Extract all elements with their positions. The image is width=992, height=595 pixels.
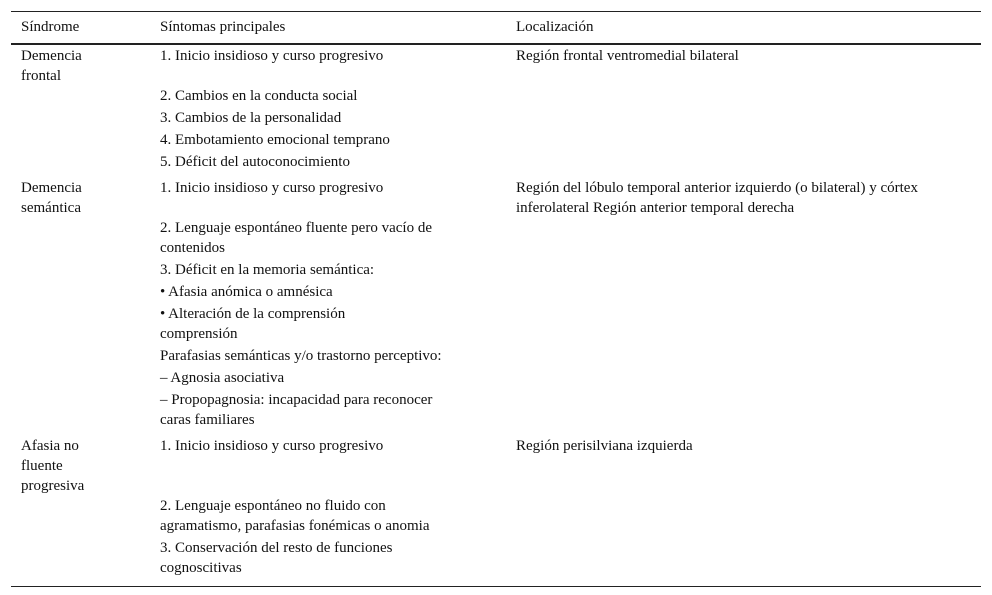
table-bottom-rule [11, 586, 981, 587]
symptoms-cell [160, 178, 460, 432]
syndrome-cell: Demencia semántica [21, 180, 82, 216]
table-row [11, 177, 981, 435]
syndromes-table [11, 11, 981, 587]
symptom-line: • Alteración de la comprensión comprensión [160, 306, 346, 342]
location-cell: Región del lóbulo temporal anterior izquierdo (o bilateral) y córtex inferolateral Región anterior temporal derecha [516, 180, 918, 216]
symptom-line: 5. Déficit del autoconocimiento [160, 154, 350, 170]
symptom-line: 1. Inicio insidioso y curso progresivo [160, 180, 384, 196]
symptom-line: 4. Embotamiento emocional temprano [160, 132, 390, 148]
header-location: Localización [516, 19, 594, 35]
location-cell: Región frontal ventromedial bilateral [516, 48, 739, 64]
header-symptoms: Síntomas principales [160, 19, 286, 35]
symptom-line: 2. Cambios en la conducta social [160, 88, 358, 104]
symptom-line: Parafasias semánticas y/o trastorno perceptivo: [160, 348, 442, 364]
symptom-line: – Propopagnosia: incapacidad para reconocer caras familiares [160, 392, 433, 428]
symptom-line: • Afasia anómica o amnésica [160, 284, 333, 300]
symptom-line: 1. Inicio insidioso y curso progresivo [160, 438, 384, 454]
location-cell: Región perisilviana izquierda [516, 438, 693, 454]
table-row [11, 45, 981, 177]
header-syndrome: Síndrome [21, 19, 80, 35]
symptom-line: 1. Inicio insidioso y curso progresivo [160, 48, 384, 64]
symptom-line: 3. Cambios de la personalidad [160, 110, 342, 126]
symptoms-cell [160, 436, 460, 580]
table-row [11, 435, 981, 586]
syndrome-cell: Demencia frontal [21, 48, 82, 84]
symptoms-cell [160, 46, 470, 174]
syndrome-cell: Afasia no fluente progresiva [21, 438, 85, 494]
symptom-line: 3. Déficit en la memoria semántica: [160, 262, 375, 278]
symptom-line: 2. Lenguaje espontáneo no fluido con agramatismo, parafasias fonémicas o anomia [160, 498, 430, 534]
symptom-line: 3. Conservación del resto de funciones cognoscitivas [160, 540, 393, 576]
table-header-row [11, 12, 981, 43]
symptom-line: – Agnosia asociativa [160, 370, 285, 386]
symptom-line: 2. Lenguaje espontáneo fluente pero vacío de contenidos [160, 220, 432, 256]
